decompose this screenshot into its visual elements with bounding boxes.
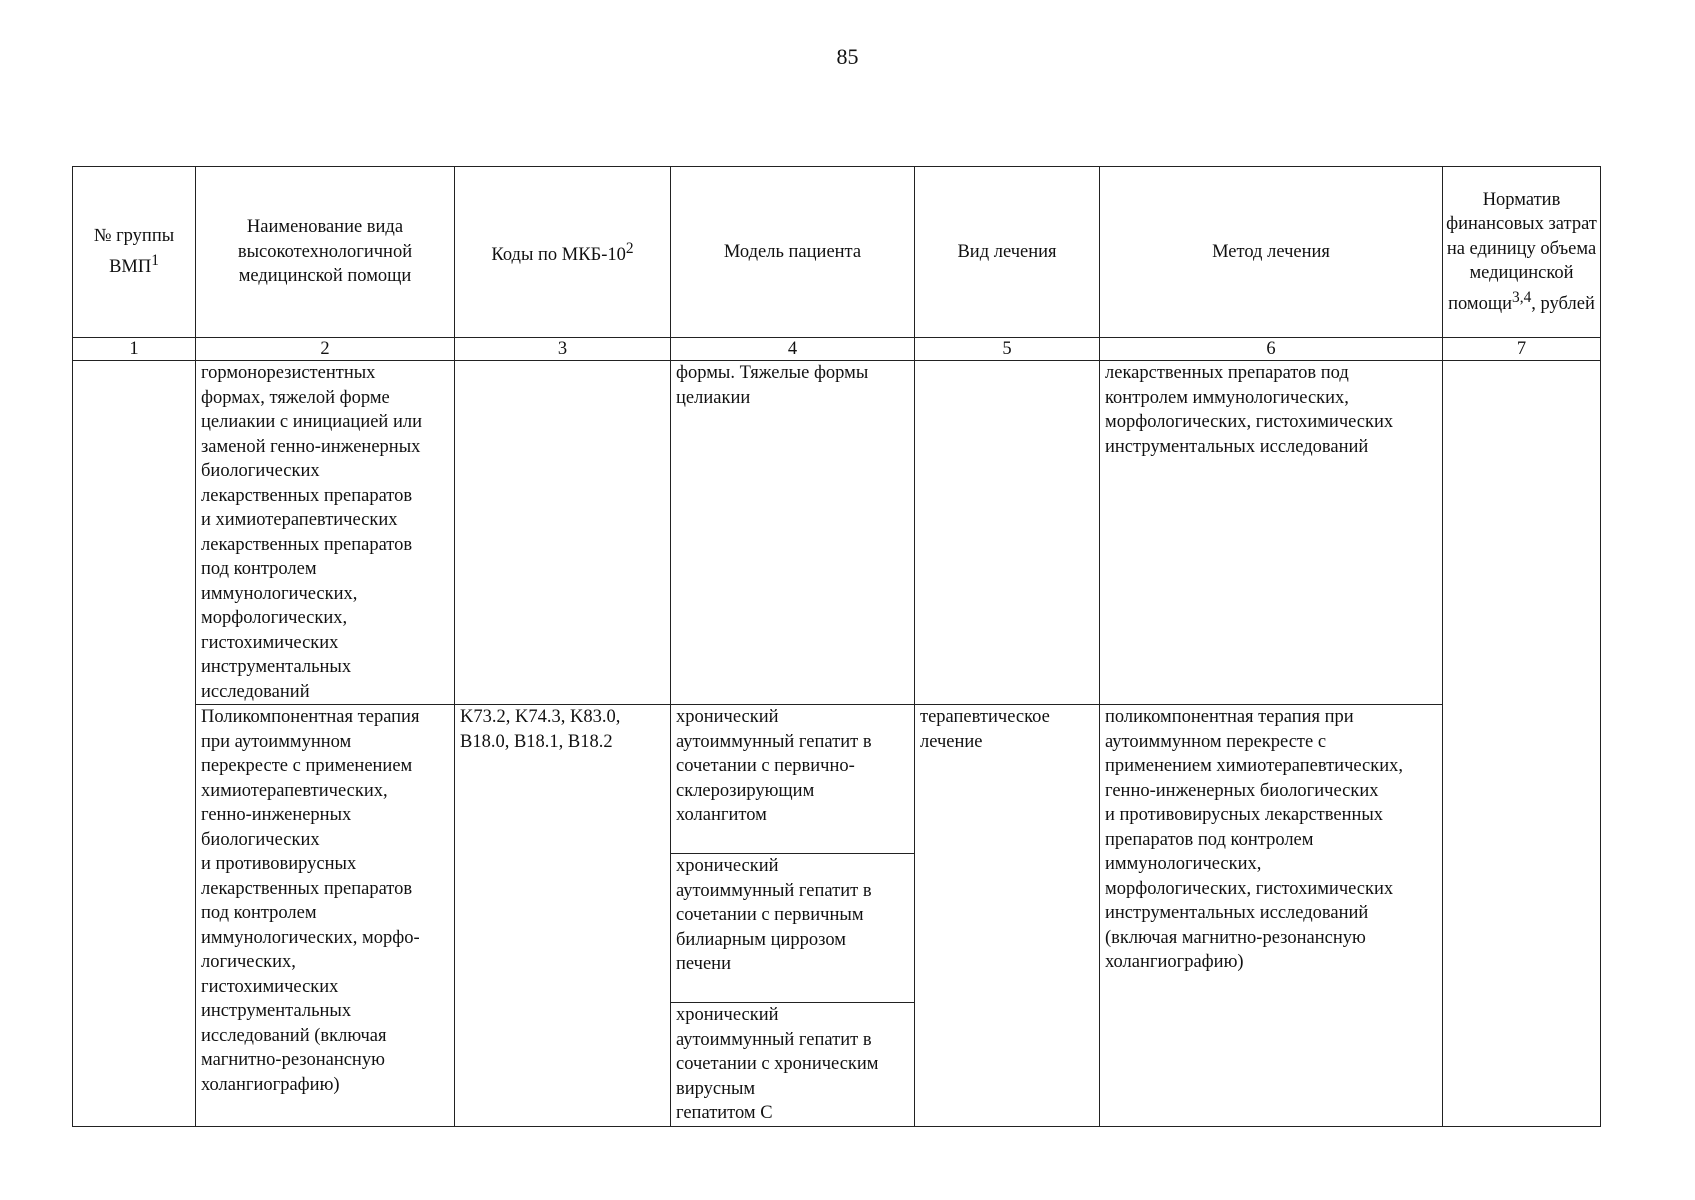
- table-row: [73, 361, 1601, 705]
- vmp-table: [72, 166, 1601, 1127]
- cell-care-type-text: Поликомпонентная терапия при аутоиммунном перекресте с применением химиотерапевтических, генно-инженерных биологических и противовирусных лекарственных препаратов под контролем иммунологических, морфо- логических, гистохимических инструментальных исследований (включая магнитно-резонансную холангиографию): [201, 707, 420, 1095]
- column-number: 4: [671, 338, 915, 361]
- cell-patient-model: [671, 361, 915, 705]
- column-number: 2: [196, 338, 455, 361]
- header-icd-codes: [455, 167, 671, 338]
- column-number: 3: [455, 338, 671, 361]
- column-number: 7: [1443, 338, 1601, 361]
- header-treatment-method: Метод лечения: [1100, 167, 1443, 338]
- column-number: 1: [73, 338, 196, 361]
- cell-group-number: [73, 361, 196, 1127]
- cell-patient-model-text: хронический аутоиммунный гепатит в сочетании с первичным билиарным циррозом печени: [676, 856, 872, 974]
- header-care-type: [196, 167, 455, 338]
- column-number: 6: [1100, 338, 1443, 361]
- footnote-1: 1: [151, 251, 159, 269]
- cell-care-type: [196, 705, 455, 1127]
- cell-icd-codes: [455, 361, 671, 705]
- cell-patient-model-text: хронический аутоиммунный гепатит в сочетании с хроническим вирусным гепатитом C: [676, 1005, 879, 1123]
- table-row: [73, 705, 1601, 854]
- column-number: 5: [915, 338, 1100, 361]
- header-care-type-text: Наименование вида высокотехнологичной медицинской помощи: [237, 217, 413, 287]
- cell-treatment-method-text: поликомпонентная терапия при аутоиммунном перекресте с применением химиотерапевтических, генно-инженерных биологических и противовирусных лекарственных препаратов под контролем иммунологических, морфологических, гистохимических инструментальных исследований (включая магнитно-резонансную холангиографию): [1105, 707, 1404, 972]
- cell-icd-codes: [455, 705, 671, 1127]
- footnote-2: 2: [625, 239, 634, 257]
- cell-patient-model-text: хронический аутоиммунный гепатит в сочетании с первично- склерозирующим холангитом: [676, 707, 872, 825]
- header-row: [73, 167, 1601, 338]
- header-treatment-type: Вид лечения: [915, 167, 1100, 338]
- footnote-3-4: 3,4: [1512, 288, 1532, 306]
- cell-treatment-type: [915, 705, 1100, 1127]
- cell-treatment-method-text: лекарственных препаратов под контролем иммунологических, морфологических, гистохимических инструментальных исследований: [1105, 363, 1394, 457]
- cell-patient-model: [671, 1003, 915, 1127]
- cell-patient-model: [671, 854, 915, 1003]
- header-cost-norm: [1443, 167, 1601, 338]
- column-number-row: [73, 338, 1601, 361]
- cell-cost-norm: [1443, 361, 1601, 1127]
- cell-treatment-type-text: терапевтическое лечение: [920, 707, 1050, 752]
- header-cost-norm-text: Норматив финансовых затрат на единицу объема медицинской помощи: [1446, 189, 1597, 314]
- header-group-number-text: № группы ВМП: [93, 226, 175, 278]
- cell-treatment-method: [1100, 361, 1443, 705]
- header-group-number: [73, 167, 196, 338]
- header-icd-codes-text: Коды по МКБ-10: [491, 244, 626, 265]
- cell-care-type: [196, 361, 455, 705]
- cell-treatment-type: [915, 361, 1100, 705]
- cell-patient-model: [671, 705, 915, 854]
- cell-care-type-text: гормонорезистентных формах, тяжелой форме целиакии с инициацией или заменой генно-инженерных биологических лекарственных препаратов и химиотерапевтических лекарственных препаратов под контролем иммунологических, морфологических, гистохимических инструментальных исследований: [201, 363, 422, 702]
- page-number: 85: [836, 44, 859, 69]
- cell-icd-codes-text: K73.2, K74.3, K83.0, B18.0, B18.1, B18.2: [460, 707, 621, 752]
- header-patient-model: Модель пациента: [671, 167, 915, 338]
- cell-treatment-method: [1100, 705, 1443, 1127]
- cell-patient-model-text: формы. Тяжелые формы целиакии: [676, 363, 869, 408]
- header-cost-norm-unit: , рублей: [1531, 293, 1595, 314]
